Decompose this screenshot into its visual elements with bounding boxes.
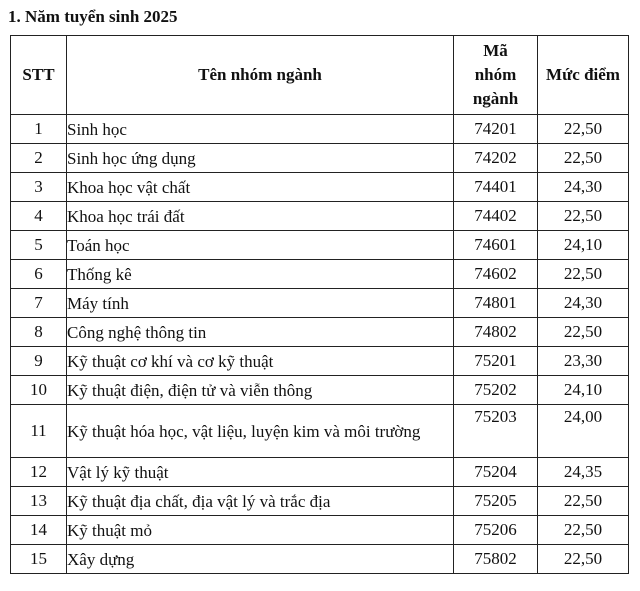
cell-score: 24,10 — [538, 376, 629, 405]
cell-name: Kỹ thuật địa chất, địa vật lý và trắc địa — [67, 487, 454, 516]
cell-code: 74402 — [454, 202, 538, 231]
cell-score: 22,50 — [538, 115, 629, 144]
table-row — [11, 144, 629, 173]
cell-code: 75206 — [454, 516, 538, 545]
cell-stt: 1 — [11, 115, 67, 144]
cell-name: Kỹ thuật mỏ — [67, 516, 454, 545]
table-row — [11, 202, 629, 231]
table-row — [11, 516, 629, 545]
cell-stt: 10 — [11, 376, 67, 405]
cell-stt: 15 — [11, 545, 67, 574]
cell-name: Sinh học — [67, 115, 454, 144]
cell-name: Kỹ thuật cơ khí và cơ kỹ thuật — [67, 347, 454, 376]
cell-code: 75205 — [454, 487, 538, 516]
header-score: Mức điểm — [538, 36, 629, 115]
cell-name: Khoa học vật chất — [67, 173, 454, 202]
header-code-line3: ngành — [472, 89, 519, 108]
table-body — [11, 115, 629, 574]
cell-stt: 2 — [11, 144, 67, 173]
admission-score-table — [10, 35, 629, 574]
cell-score: 24,10 — [538, 231, 629, 260]
cell-code: 75203 — [454, 405, 538, 458]
section-heading: 1. Năm tuyển sinh 2025 — [8, 7, 178, 26]
header-code — [454, 36, 538, 115]
cell-score: 22,50 — [538, 144, 629, 173]
cell-code: 75802 — [454, 545, 538, 574]
table-header-row — [11, 36, 629, 115]
cell-score: 22,50 — [538, 260, 629, 289]
cell-code: 74202 — [454, 144, 538, 173]
cell-name: Vật lý kỹ thuật — [67, 458, 454, 487]
cell-name: Sinh học ứng dụng — [67, 144, 454, 173]
table-row — [11, 115, 629, 144]
table-row — [11, 405, 629, 458]
cell-code: 74802 — [454, 318, 538, 347]
header-code-line1: Mã — [483, 41, 508, 60]
cell-name: Khoa học trái đất — [67, 202, 454, 231]
cell-stt: 7 — [11, 289, 67, 318]
header-name: Tên nhóm ngành — [67, 36, 454, 115]
cell-code: 74601 — [454, 231, 538, 260]
cell-code: 74401 — [454, 173, 538, 202]
cell-stt: 3 — [11, 173, 67, 202]
cell-score: 23,30 — [538, 347, 629, 376]
table-row — [11, 347, 629, 376]
table-row — [11, 376, 629, 405]
header-code-line2: nhóm — [474, 65, 517, 84]
cell-stt: 4 — [11, 202, 67, 231]
cell-name: Công nghệ thông tin — [67, 318, 454, 347]
cell-stt: 13 — [11, 487, 67, 516]
header-stt: STT — [11, 36, 67, 115]
cell-score: 24,00 — [538, 405, 629, 458]
cell-stt: 8 — [11, 318, 67, 347]
cell-name: Máy tính — [67, 289, 454, 318]
cell-name: Toán học — [67, 231, 454, 260]
cell-stt: 14 — [11, 516, 67, 545]
cell-name: Xây dựng — [67, 545, 454, 574]
cell-score: 22,50 — [538, 202, 629, 231]
cell-stt: 11 — [11, 405, 67, 458]
cell-stt: 5 — [11, 231, 67, 260]
cell-score: 24,35 — [538, 458, 629, 487]
cell-code: 74201 — [454, 115, 538, 144]
cell-code: 75201 — [454, 347, 538, 376]
cell-name: Kỹ thuật hóa học, vật liệu, luyện kim và môi trường — [67, 405, 454, 458]
table-row — [11, 487, 629, 516]
cell-score: 22,50 — [538, 545, 629, 574]
table-row — [11, 231, 629, 260]
cell-score: 22,50 — [538, 516, 629, 545]
cell-code: 75202 — [454, 376, 538, 405]
cell-code: 75204 — [454, 458, 538, 487]
cell-stt: 9 — [11, 347, 67, 376]
cell-score: 22,50 — [538, 318, 629, 347]
table-row — [11, 289, 629, 318]
table-row — [11, 318, 629, 347]
cell-score: 24,30 — [538, 289, 629, 318]
table-row — [11, 260, 629, 289]
cell-code: 74801 — [454, 289, 538, 318]
cell-code: 74602 — [454, 260, 538, 289]
cell-name: Thống kê — [67, 260, 454, 289]
cell-name: Kỹ thuật điện, điện tử và viễn thông — [67, 376, 454, 405]
table-row — [11, 545, 629, 574]
cell-score: 24,30 — [538, 173, 629, 202]
cell-score: 22,50 — [538, 487, 629, 516]
table-row — [11, 458, 629, 487]
table-row — [11, 173, 629, 202]
cell-stt: 12 — [11, 458, 67, 487]
cell-stt: 6 — [11, 260, 67, 289]
